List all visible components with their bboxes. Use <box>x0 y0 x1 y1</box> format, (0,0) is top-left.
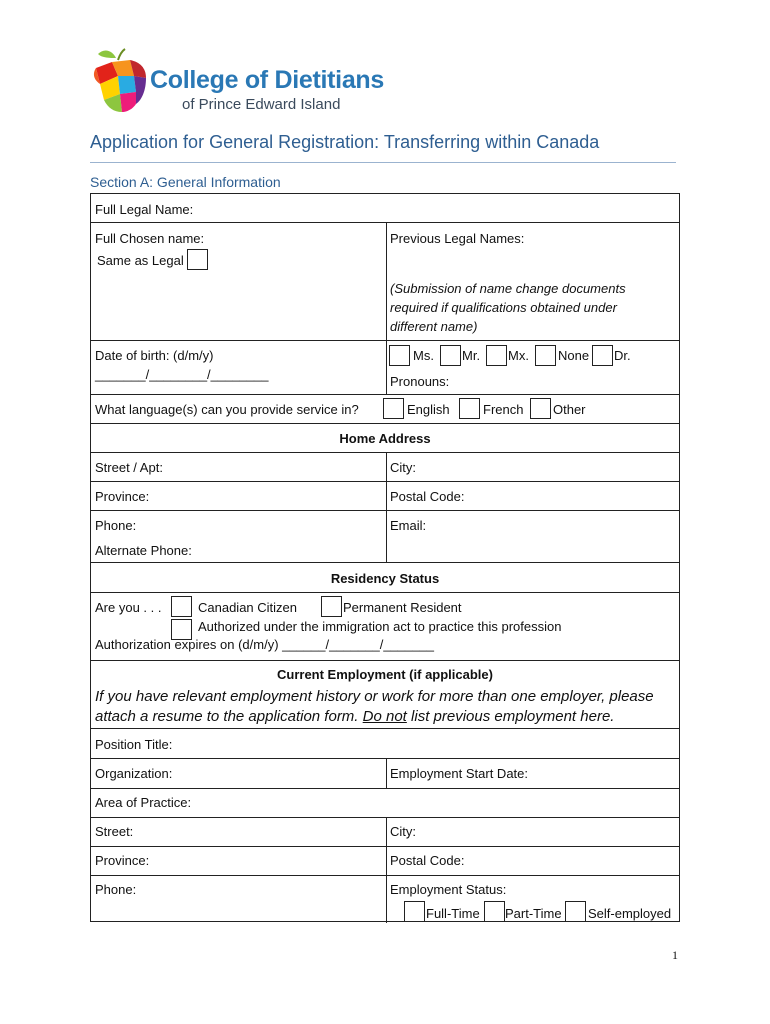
work-postal-label: Postal Code: <box>390 853 465 868</box>
row-divider <box>91 222 679 223</box>
language-english-label: English <box>407 402 450 417</box>
row-divider <box>91 452 679 453</box>
employment-note-text: list previous employment here. <box>406 708 615 725</box>
home-street-label: Street / Apt: <box>95 460 163 475</box>
permanent-resident-checkbox[interactable] <box>321 596 342 617</box>
title-divider <box>90 162 676 163</box>
org-name: College of Dietitians <box>150 66 385 94</box>
title-mx-checkbox[interactable] <box>486 345 507 366</box>
row-divider <box>91 394 679 395</box>
same-as-legal-label: Same as Legal <box>97 253 184 268</box>
org-subtitle: of Prince Edward Island <box>182 96 341 113</box>
title-mx-label: Mx. <box>508 348 529 363</box>
column-divider <box>386 452 387 562</box>
full-time-label: Full-Time <box>426 906 480 921</box>
column-divider <box>386 817 387 923</box>
row-divider <box>91 510 679 511</box>
title-dr-checkbox[interactable] <box>592 345 613 366</box>
language-other-checkbox[interactable] <box>530 398 551 419</box>
home-email-label: Email: <box>390 518 427 533</box>
name-change-note: different name) <box>390 319 478 334</box>
language-french-label: French <box>483 402 524 417</box>
title-mr-label: Mr. <box>462 348 481 363</box>
employment-start-label: Employment Start Date: <box>390 766 528 781</box>
full-chosen-name-label: Full Chosen name: <box>95 231 205 246</box>
part-time-label: Part-Time <box>505 906 562 921</box>
title-ms-label: Ms. <box>413 348 434 363</box>
row-divider <box>91 875 679 876</box>
employment-note-text: attach a resume to the application form. <box>95 708 363 725</box>
full-time-checkbox[interactable] <box>404 901 425 922</box>
home-postal-label: Postal Code: <box>390 489 465 504</box>
language-question: What language(s) can you provide service in? <box>95 402 359 417</box>
employment-status-label: Employment Status: <box>390 882 507 897</box>
name-change-note: (Submission of name change documents <box>390 281 626 296</box>
self-employed-checkbox[interactable] <box>565 901 586 922</box>
row-divider <box>91 423 679 424</box>
column-divider <box>386 340 387 394</box>
work-phone-label: Phone: <box>95 882 137 897</box>
employment-note-line2 <box>95 709 614 725</box>
same-as-legal-checkbox[interactable] <box>187 249 208 270</box>
title-none-checkbox[interactable] <box>535 345 556 366</box>
home-address-heading: Home Address <box>339 431 431 446</box>
title-none-label: None <box>558 348 590 363</box>
work-city-label: City: <box>390 824 416 839</box>
organization-label: Organization: <box>95 766 173 781</box>
language-other-label: Other <box>553 402 586 417</box>
alternate-phone-label: Alternate Phone: <box>95 543 192 558</box>
title-mr-checkbox[interactable] <box>440 345 461 366</box>
page-number: 1 <box>672 948 678 962</box>
registration-form <box>90 193 680 922</box>
page-title: Application for General Registration: Transferring within Canada <box>90 132 600 152</box>
row-divider <box>91 758 679 759</box>
do-not-emphasis: Do not <box>362 708 407 725</box>
column-divider <box>386 222 387 340</box>
dob-label: Date of birth: (d/m/y) <box>95 348 214 363</box>
title-ms-checkbox[interactable] <box>389 345 410 366</box>
row-divider <box>91 562 679 563</box>
area-of-practice-label: Area of Practice: <box>95 795 192 810</box>
pronouns-label: Pronouns: <box>390 374 450 389</box>
row-divider <box>91 592 679 593</box>
employment-note: If you have relevant employment history or work for more than one employer, please <box>95 688 654 705</box>
are-you-label: Are you . . . <box>95 600 162 615</box>
row-divider <box>91 481 679 482</box>
canadian-citizen-checkbox[interactable] <box>171 596 192 617</box>
language-french-checkbox[interactable] <box>459 398 480 419</box>
column-divider <box>386 758 387 788</box>
row-divider <box>91 660 679 661</box>
title-dr-label: Dr. <box>614 348 631 363</box>
row-divider <box>91 728 679 729</box>
permanent-resident-label: Permanent Resident <box>343 600 462 615</box>
work-street-label: Street: <box>95 824 134 839</box>
part-time-checkbox[interactable] <box>484 901 505 922</box>
row-divider <box>91 817 679 818</box>
full-legal-name-label: Full Legal Name: <box>95 202 194 217</box>
home-phone-label: Phone: <box>95 518 137 533</box>
row-divider <box>91 340 679 341</box>
section-heading: Section A: General Information <box>90 174 281 190</box>
residency-heading: Residency Status <box>330 571 440 586</box>
apple-logo-icon <box>90 46 150 114</box>
home-city-label: City: <box>390 460 416 475</box>
employment-heading: Current Employment (if applicable) <box>277 667 493 682</box>
authorized-label: Authorized under the immigration act to practice this profession <box>198 619 562 634</box>
dob-field[interactable]: _______/________/________ <box>95 367 269 382</box>
language-english-checkbox[interactable] <box>383 398 404 419</box>
canadian-citizen-label: Canadian Citizen <box>198 600 298 615</box>
authorization-expiry-label: Authorization expires on (d/m/y) ______/_______/_______ <box>95 637 434 652</box>
position-title-label: Position Title: <box>95 737 173 752</box>
previous-legal-names-label: Previous Legal Names: <box>390 231 525 246</box>
row-divider <box>91 788 679 789</box>
home-province-label: Province: <box>95 489 150 504</box>
self-employed-label: Self-employed <box>588 906 672 921</box>
work-province-label: Province: <box>95 853 150 868</box>
row-divider <box>91 846 679 847</box>
name-change-note: required if qualifications obtained under <box>390 300 617 315</box>
college-logo <box>90 46 390 118</box>
